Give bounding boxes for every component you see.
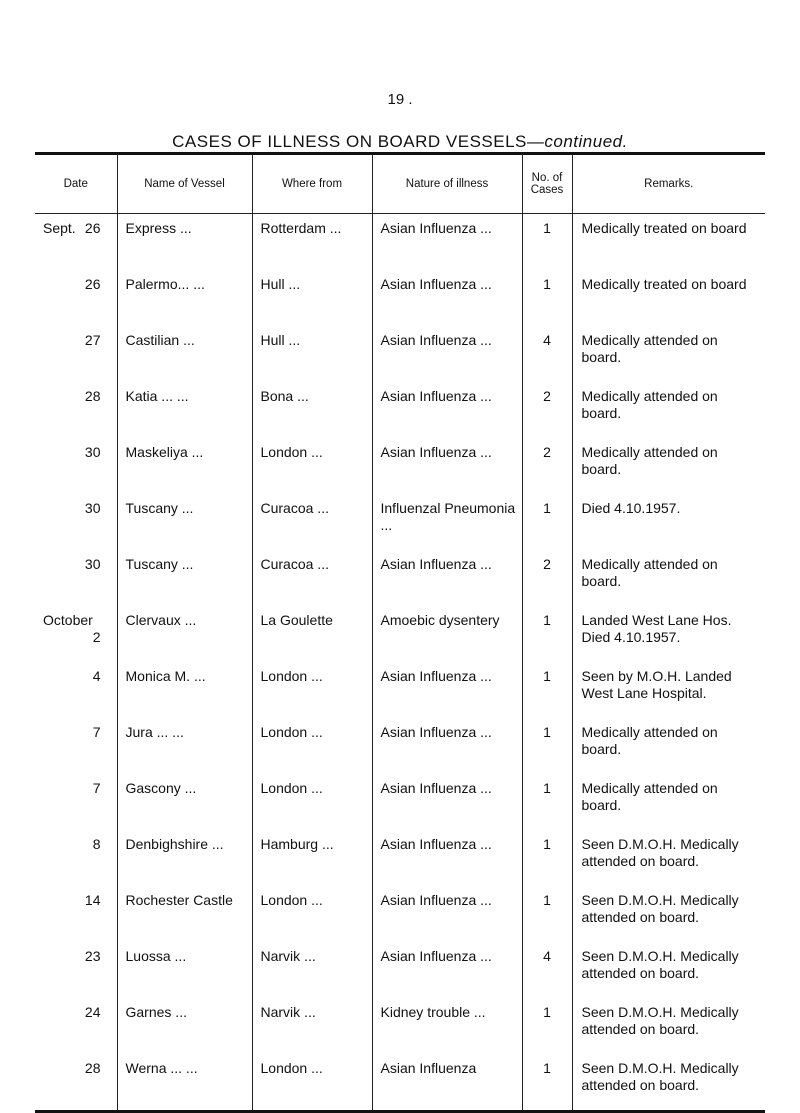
illness-cell: Asian Influenza ... (372, 886, 522, 942)
illness-cell: Asian Influenza ... (372, 942, 522, 998)
remarks-line-2: attended on board. (581, 853, 700, 869)
remarks-cell (572, 774, 765, 830)
day: 8 (92, 836, 101, 852)
day: 26 (84, 276, 101, 292)
day: 7 (92, 780, 101, 796)
remarks-cell (572, 1054, 765, 1112)
date-cell (35, 830, 117, 886)
header-date: Date (35, 154, 117, 214)
table-row (35, 718, 765, 774)
illness-cell: Asian Influenza ... (372, 382, 522, 438)
table-row (35, 886, 765, 942)
remarks-line-1: Seen D.M.O.H. Medically (581, 948, 739, 964)
from-cell: London ... (252, 718, 372, 774)
remarks-line-2: board. (581, 461, 622, 477)
table-row (35, 494, 765, 550)
heading-continued: —continued. (526, 132, 628, 151)
cases-cell: 2 (522, 550, 572, 606)
from-cell: London ... (252, 886, 372, 942)
illness-cell: Asian Influenza ... (372, 550, 522, 606)
date-cell (35, 718, 117, 774)
cases-cell: 4 (522, 326, 572, 382)
remarks-line-2: board. (581, 349, 622, 365)
from-cell: Rotterdam ... (252, 214, 372, 271)
illness-cell: Asian Influenza ... (372, 326, 522, 382)
cases-cell: 1 (522, 214, 572, 271)
from-cell: London ... (252, 1054, 372, 1112)
day: 26 (84, 220, 101, 236)
cases-cell: 4 (522, 942, 572, 998)
cases-cell: 1 (522, 774, 572, 830)
remarks-line-1: Seen D.M.O.H. Medically (581, 1060, 739, 1076)
day: 23 (84, 948, 101, 964)
remarks-cell (572, 718, 765, 774)
remarks-line-1: Medically attended on (581, 780, 718, 796)
remarks-line-1: Medically attended on (581, 444, 718, 460)
remarks-line-1: Medically attended on (581, 388, 718, 404)
date-cell (35, 774, 117, 830)
page-heading (0, 132, 800, 152)
table-row (35, 606, 765, 662)
header-row (35, 154, 765, 214)
from-cell: Bona ... (252, 382, 372, 438)
day: 30 (84, 500, 101, 516)
day: 27 (84, 332, 101, 348)
remarks-line-2: West Lane Hospital. (581, 685, 707, 701)
remarks-cell (572, 886, 765, 942)
vessel-cell: Luossa ... (117, 942, 252, 998)
date-cell (35, 270, 117, 326)
from-cell: Curacoa ... (252, 494, 372, 550)
remarks-cell (572, 662, 765, 718)
heading-title: CASES OF ILLNESS ON BOARD VESSELS (172, 132, 527, 151)
from-cell: Hamburg ... (252, 830, 372, 886)
cases-cell: 1 (522, 830, 572, 886)
day: 24 (84, 1004, 101, 1020)
remarks-line-1: Seen by M.O.H. Landed (581, 668, 732, 684)
illness-cell: Asian Influenza ... (372, 214, 522, 271)
remarks-cell (572, 998, 765, 1054)
day: 14 (84, 892, 101, 908)
cases-cell: 2 (522, 438, 572, 494)
remarks-line-1: Seen D.M.O.H. Medically (581, 892, 739, 908)
header-illness: Nature of illness (372, 154, 522, 214)
illness-cell: Asian Influenza ... (372, 830, 522, 886)
table-row (35, 550, 765, 606)
remarks-line-1: Medically attended on (581, 724, 718, 740)
remarks-cell (572, 382, 765, 438)
cases-cell: 1 (522, 998, 572, 1054)
day: 2 (92, 629, 101, 645)
remarks-line-2: board. (581, 741, 622, 757)
date-cell (35, 606, 117, 662)
table-row (35, 662, 765, 718)
remarks-line-1: Seen D.M.O.H. Medically (581, 1004, 739, 1020)
remarks-line-1: Medically treated on board (581, 220, 747, 236)
remarks-cell (572, 438, 765, 494)
date-cell (35, 942, 117, 998)
remarks-cell (572, 606, 765, 662)
vessel-cell: Tuscany ... (117, 494, 252, 550)
vessel-cell: Werna ... ... (117, 1054, 252, 1112)
illness-cell: Asian Influenza ... (372, 662, 522, 718)
header-vessel: Name of Vessel (117, 154, 252, 214)
illness-cell: Asian Influenza ... (372, 438, 522, 494)
from-cell: La Goulette (252, 606, 372, 662)
illness-cell: Asian Influenza ... (372, 774, 522, 830)
remarks-line-1: Landed West Lane Hos. (581, 612, 732, 628)
vessel-cell: Garnes ... (117, 998, 252, 1054)
day: 28 (84, 388, 101, 404)
vessel-cell: Monica M. ... (117, 662, 252, 718)
date-cell (35, 326, 117, 382)
day: 30 (84, 444, 101, 460)
cases-cell: 1 (522, 606, 572, 662)
date-cell (35, 494, 117, 550)
table-row (35, 438, 765, 494)
vessel-cell: Palermo... ... (117, 270, 252, 326)
remarks-line-1: Seen D.M.O.H. Medically (581, 836, 739, 852)
remarks-line-2: board. (581, 573, 622, 589)
vessel-cell: Clervaux ... (117, 606, 252, 662)
table-row (35, 774, 765, 830)
table-row (35, 326, 765, 382)
remarks-line-2: attended on board. (581, 1021, 700, 1037)
cases-cell: 1 (522, 1054, 572, 1112)
date-cell (35, 998, 117, 1054)
date-cell (35, 662, 117, 718)
date-cell (35, 382, 117, 438)
remarks-line-1: Died 4.10.1957. (581, 500, 681, 516)
vessel-cell: Rochester Castle (117, 886, 252, 942)
cases-cell: 1 (522, 662, 572, 718)
from-cell: Hull ... (252, 326, 372, 382)
from-cell: London ... (252, 774, 372, 830)
from-cell: London ... (252, 438, 372, 494)
header-cases: No. of Cases (522, 154, 572, 214)
from-cell: Curacoa ... (252, 550, 372, 606)
cases-cell: 1 (522, 886, 572, 942)
remarks-cell (572, 550, 765, 606)
remarks-line-2: Died 4.10.1957. (581, 629, 681, 645)
remarks-line-1: Medically treated on board (581, 276, 747, 292)
illness-table (35, 152, 765, 1113)
illness-cell: Asian Influenza ... (372, 270, 522, 326)
remarks-cell (572, 494, 765, 550)
remarks-cell (572, 326, 765, 382)
illness-cell: Asian Influenza ... (372, 718, 522, 774)
remarks-line-2: attended on board. (581, 909, 700, 925)
header-remarks: Remarks. (572, 154, 765, 214)
table-row (35, 998, 765, 1054)
remarks-line-2: attended on board. (581, 965, 700, 981)
date-cell (35, 886, 117, 942)
cases-cell: 1 (522, 494, 572, 550)
remarks-cell (572, 214, 765, 271)
vessel-cell: Castilian ... (117, 326, 252, 382)
illness-cell: Influenzal Pneumonia ... (372, 494, 522, 550)
cases-cell: 1 (522, 718, 572, 774)
vessel-cell: Maskeliya ... (117, 438, 252, 494)
day: 28 (84, 1060, 101, 1076)
illness-cell: Kidney trouble ... (372, 998, 522, 1054)
vessel-cell: Katia ... ... (117, 382, 252, 438)
illness-cell: Asian Influenza (372, 1054, 522, 1112)
table-row (35, 942, 765, 998)
from-cell: Narvik ... (252, 942, 372, 998)
remarks-line-1: Medically attended on (581, 556, 718, 572)
day: 30 (84, 556, 101, 572)
table-row (35, 830, 765, 886)
day: 4 (92, 668, 101, 684)
date-cell (35, 214, 117, 271)
date-cell (35, 550, 117, 606)
remarks-line-2: attended on board. (581, 1077, 700, 1093)
vessel-cell: Tuscany ... (117, 550, 252, 606)
remarks-line-2: board. (581, 405, 622, 421)
vessel-cell: Gascony ... (117, 774, 252, 830)
remarks-line-2: board. (581, 797, 622, 813)
vessel-cell: Denbighshire ... (117, 830, 252, 886)
cases-cell: 1 (522, 270, 572, 326)
cases-cell: 2 (522, 382, 572, 438)
remarks-cell (572, 830, 765, 886)
month: October (43, 612, 93, 628)
table-row (35, 382, 765, 438)
day: 7 (92, 724, 101, 740)
header-from: Where from (252, 154, 372, 214)
vessel-cell: Express ... (117, 214, 252, 271)
date-cell (35, 438, 117, 494)
page-number: 19 . (387, 91, 413, 108)
illness-cell: Amoebic dysentery (372, 606, 522, 662)
table-row (35, 214, 765, 271)
vessel-cell: Jura ... ... (117, 718, 252, 774)
from-cell: London ... (252, 662, 372, 718)
remarks-cell (572, 942, 765, 998)
table-row (35, 270, 765, 326)
from-cell: Narvik ... (252, 998, 372, 1054)
remarks-line-1: Medically attended on (581, 332, 718, 348)
table-row (35, 1054, 765, 1112)
from-cell: Hull ... (252, 270, 372, 326)
month: Sept. (43, 220, 76, 236)
remarks-cell (572, 270, 765, 326)
date-cell (35, 1054, 117, 1112)
